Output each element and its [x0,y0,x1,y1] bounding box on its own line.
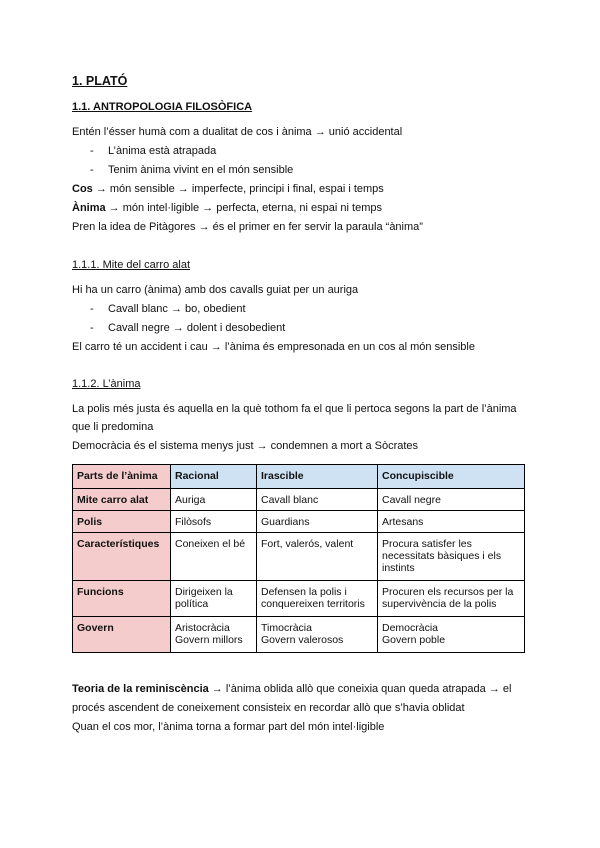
table-cell: Cavall blanc [257,489,378,511]
table-cell: Procura satisfer les necessitats bàsiques i els instints [378,533,525,581]
table-row [73,533,525,581]
table-cell: Fort, valerós, valent [257,533,378,581]
table-row-label: Característiques [73,533,171,581]
bullet-dash: - [90,164,94,176]
table-cell: Filòsofs [171,511,257,533]
mite-intro: Hi ha un carro (ànima) amb dos cavalls guiat per un auriga [72,284,359,296]
anima-line [72,201,382,215]
table-header-row [73,465,525,489]
table-cell: Timocràcia Govern valerosos [257,617,378,653]
heading-anima: 1.1.2. L’ànima [72,378,141,390]
table-cell: Artesans [378,511,525,533]
table-cell: Auriga [171,489,257,511]
table-cell: Dirigeixen la política [171,581,257,617]
table-row [73,617,525,653]
heading-plato: 1. PLATÓ [72,74,128,88]
reminiscencia-line-2: procés ascendent de coneixement consisteix en recordar allò que s’havia oblidat [72,702,465,714]
reminiscencia-term: Teoria de la reminiscència [72,683,209,695]
table-cell: Democràcia Govern poble [378,617,525,653]
anima-definition: → món intel·ligible → perfecta, eterna, ni espai ni temps [105,202,382,214]
table-cell: Cavall negre [378,489,525,511]
reminiscencia-def: → l’ànima oblida allò que coneixia quan queda atrapada → el [208,683,512,695]
heading-mite-carro: 1.1.1. Mite del carro alat [72,259,191,271]
pitagores-line: Pren la idea de Pitàgores → és el primer en fer servir la paraula “ànima” [72,221,423,233]
table-header-cell: Parts de l’ànima [73,465,171,489]
bullet-dash: - [90,145,94,157]
table-cell: Coneixen el bé [171,533,257,581]
bullet-dash: - [90,322,94,334]
table-header-cell: Racional [171,465,257,489]
table-row [73,581,525,617]
reminiscencia-line-1 [72,682,511,696]
mite-bullet-2: - Cavall negre → dolent i desobedient [90,322,286,334]
table-row [73,489,525,511]
heading-antropologia: 1.1. ANTROPOLOGIA FILOSÒFICA [72,101,253,113]
table-cell: Procuren els recursos per la supervivència de la polis [378,581,525,617]
table-header-cell: Irascible [257,465,378,489]
table-row [73,511,525,533]
reminiscencia-line-3: Quan el cos mor, l’ànima torna a formar part del món intel·ligible [72,721,385,733]
table-cell: Aristocràcia Govern millors [171,617,257,653]
polis-line-2: que li predomina [72,421,154,433]
bullet-dash: - [90,303,94,315]
table-row-label: Polis [73,511,171,533]
table-row-label: Govern [73,617,171,653]
intro-bullet-2: - Tenim ànima vivint en el món sensible [90,164,294,176]
table-row-label: Mite carro alat [73,489,171,511]
mite-bullet-1: - Cavall blanc → bo, obedient [90,303,246,315]
table-row-label: Funcions [73,581,171,617]
anima-table [72,464,525,653]
table-cell: Guardians [257,511,378,533]
cos-term: Cos [72,183,93,195]
cos-definition: → món sensible → imperfecte, principi i final, espai i temps [92,183,384,195]
anima-term: Ànima [72,202,106,214]
polis-line-1: La polis més justa és aquella en la què tothom fa el que li pertoca segons la part de l’ànima [72,403,517,415]
table-cell: Defensen la polis i conquereixen territoris [257,581,378,617]
mite-outro: El carro té un accident i cau → l’ànima és empresonada en un cos al món sensible [72,341,475,353]
intro-line: Entén l’ésser humà com a dualitat de cos i ànima → unió accidental [72,126,403,138]
democracia-line: Democràcia és el sistema menys just → condemnen a mort a Sòcrates [72,440,419,452]
intro-bullet-1: - L’ànima està atrapada [90,145,217,157]
cos-line [72,182,384,196]
table-header-cell: Concupiscible [378,465,525,489]
